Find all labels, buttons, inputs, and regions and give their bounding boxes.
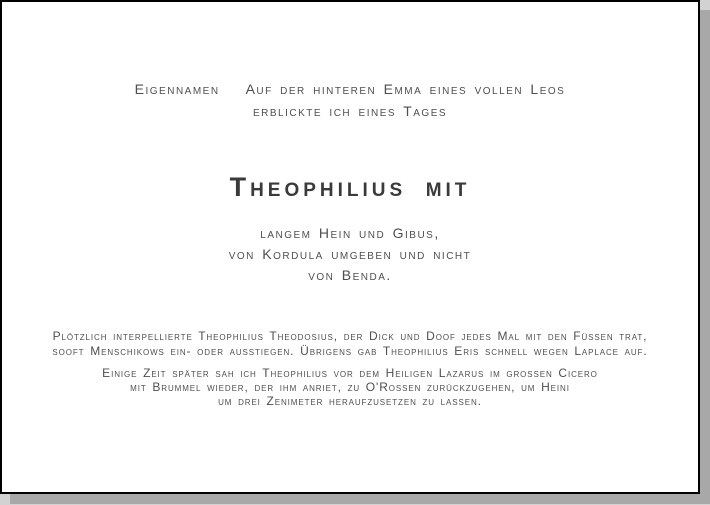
subheading-line-3: von Benda. <box>308 267 392 283</box>
subheading-block <box>2 223 698 286</box>
paragraph-1 <box>2 329 698 358</box>
paragraph-2-line-2: mit Brummel wieder, der ihm anriet, zu O'Rossen zurückzugehen, um Heini <box>130 380 570 394</box>
page-title: Theophilius mit <box>229 172 471 202</box>
paragraph-1-line-2: sooft Menschikows ein- oder ausstiegen. Übrigens gab Theophilius Eris schnell wegen Laplace auf. <box>52 343 648 358</box>
intro-line-1 <box>2 78 698 100</box>
intro-line-1-text: Auf der hinteren Emma eines vollen Leos <box>245 81 566 97</box>
paragraph-1-line-1: Plötzlich interpellierte Theophilius Theodosius, der Dick und Doof jedes Mal mit den Füssen trat, <box>52 329 648 343</box>
paragraph-2-line-3: um drei Zenimeter heraufzusetzen zu lassen. <box>218 394 482 408</box>
intro-line-2: erblickte ich eines Tages <box>252 103 448 119</box>
intro-block <box>2 78 698 122</box>
subheading-line-2: von Kordula umgeben und nicht <box>228 246 472 262</box>
subheading-line-1: langem Hein und Gibus, <box>260 225 440 241</box>
paragraph-2 <box>2 366 698 408</box>
intro-label: Eigennamen <box>134 81 220 97</box>
paragraph-2-line-1: Einige Zeit später sah ich Theophilius vor dem Heiligen Lazarus im grossen Cicero <box>102 366 598 380</box>
